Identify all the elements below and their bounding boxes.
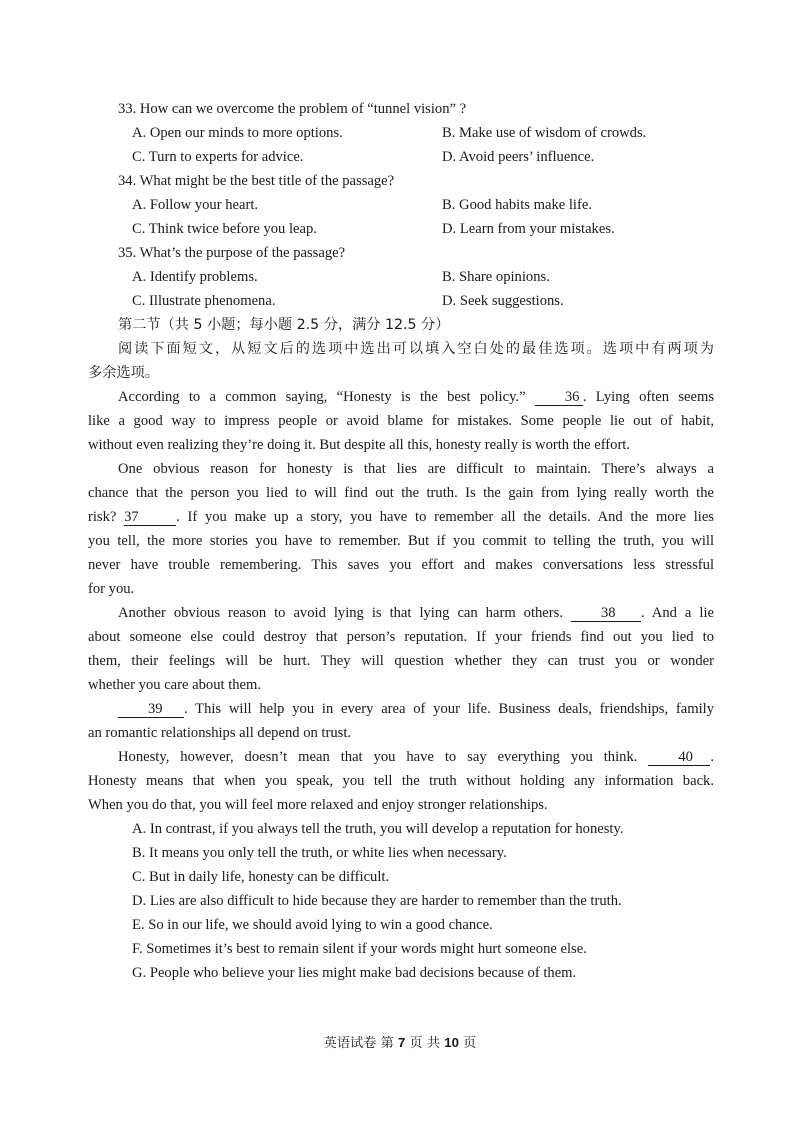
blank-40[interactable]: 40 — [648, 749, 710, 766]
question-33-stem: 33. How can we overcome the problem of “tunnel vision” ? — [118, 101, 467, 117]
question-34-options-row-1 — [88, 193, 714, 217]
paragraph-2-line-1: One obvious reason for honesty is that lies are difficult to maintain. There’s always a — [118, 461, 714, 477]
paragraph-5-text-b: . — [710, 749, 714, 765]
question-35-option-d[interactable]: D. Seek suggestions. — [442, 293, 564, 309]
paragraph-2-line-2: chance that the person you lied to will find out the truth. Is the gain from lying really worth the — [88, 485, 714, 501]
paragraph-2-line-5: never have trouble remembering. This saves you effort and makes conversations less stressful — [88, 557, 714, 573]
question-34-option-b[interactable]: B. Good habits make life. — [442, 197, 592, 213]
answer-choices — [88, 817, 714, 985]
question-35-option-a[interactable]: A. Identify problems. — [132, 269, 258, 285]
question-35-option-b[interactable]: B. Share opinions. — [442, 269, 550, 285]
question-35-stem: 35. What’s the purpose of the passage? — [118, 245, 346, 261]
footer-text-b: 页 共 — [405, 1036, 445, 1051]
question-33-options-row-1 — [88, 121, 714, 145]
paragraph-3-line-1 — [88, 601, 714, 625]
question-34-option-c[interactable]: C. Think twice before you leap. — [132, 221, 317, 237]
choice-d[interactable]: D. Lies are also difficult to hide because they are harder to remember than the truth. — [132, 893, 622, 909]
question-33-option-c[interactable]: C. Turn to experts for advice. — [132, 149, 304, 165]
paragraph-5-text-a: Honesty, however, doesn’t mean that you have to say everything you think. — [118, 749, 649, 765]
question-34-option-a[interactable]: A. Follow your heart. — [132, 197, 259, 213]
choice-f[interactable]: F. Sometimes it’s best to remain silent if your words might hurt someone else. — [132, 941, 587, 957]
passage-paragraph-4 — [88, 697, 714, 745]
paragraph-5-line-2: Honesty means that when you speak, you tell the truth without holding any information back. — [88, 773, 714, 789]
paragraph-4-line-2: an romantic relationships all depend on trust. — [88, 725, 352, 741]
paragraph-1-text-b: . Lying often seems — [582, 389, 714, 405]
question-34-option-d[interactable]: D. Learn from your mistakes. — [442, 221, 615, 237]
blank-36[interactable]: 36 — [535, 389, 583, 406]
paragraph-2-text-b: . If you make up a story, you have to remember all the details. And the more lies — [176, 509, 714, 525]
paragraph-1-line-3: without even realizing they’re doing it. But despite all this, honesty really is worth the effort. — [88, 437, 631, 453]
question-34-options-row-2 — [88, 217, 714, 241]
page-footer — [0, 1032, 800, 1051]
section-heading: 第二节（共 5 小题；每小题 2.5 分，满分 12.5 分） — [118, 317, 450, 333]
paragraph-3-line-3: them, their feelings will be hurt. They will question whether they can trust you or wonder — [88, 653, 714, 669]
paragraph-2-text-a: risk? — [88, 509, 125, 525]
choice-c[interactable]: C. But in daily life, honesty can be difficult. — [132, 869, 390, 885]
passage-paragraph-2 — [88, 457, 714, 601]
paragraph-5-line-3: When you do that, you will feel more relaxed and enjoy stronger relationships. — [88, 797, 548, 813]
page-content — [88, 97, 714, 985]
paragraph-2-line-6: for you. — [88, 581, 135, 597]
paragraph-2-line-4: you tell, the more stories you have to remember. But if you commit to telling the truth, you will — [88, 533, 714, 549]
passage-paragraph-1 — [88, 385, 714, 457]
choice-a[interactable]: A. In contrast, if you always tell the truth, you will develop a reputation for honesty. — [132, 821, 624, 837]
passage-paragraph-3 — [88, 601, 714, 697]
question-33-option-d[interactable]: D. Avoid peers’ influence. — [442, 149, 595, 165]
question-33-option-a[interactable]: A. Open our minds to more options. — [132, 125, 343, 141]
question-35-options-row-1 — [88, 265, 714, 289]
section-instruction-line-2: 多余选项。 — [88, 365, 159, 381]
paragraph-1-text-a: According to a common saying, “Honesty is the best policy.” — [118, 389, 535, 405]
paragraph-3-text-b: . And a lie — [640, 605, 714, 621]
question-33-option-b[interactable]: B. Make use of wisdom of crowds. — [442, 125, 647, 141]
section-instruction-line-1: 阅读下面短文，从短文后的选项中选出可以填入空白处的最佳选项。选项中有两项为 — [118, 341, 714, 357]
paragraph-3-line-4: whether you care about them. — [88, 677, 262, 693]
blank-39[interactable]: 39 — [118, 701, 184, 718]
blank-38[interactable]: 38 — [571, 605, 641, 622]
paragraph-2-line-3 — [88, 505, 714, 529]
blank-37[interactable]: 37 — [124, 509, 176, 526]
paragraph-3-text-a: Another obvious reason to avoid lying is that lying can harm others. — [118, 605, 571, 621]
paragraph-4-text-b: . This will help you in every area of your life. Business deals, friendships, family — [184, 701, 714, 717]
passage-paragraph-5 — [88, 745, 714, 817]
paragraph-3-line-2: about someone else could destroy that person’s reputation. If your friends find out you lied to — [88, 629, 714, 645]
question-35-option-c[interactable]: C. Illustrate phenomena. — [132, 293, 276, 309]
footer-text-c: 页 — [458, 1036, 477, 1051]
paragraph-1-line-2: like a good way to impress people or avoid blame for mistakes. Some people lie out of habit, — [88, 413, 714, 429]
question-34-stem: 34. What might be the best title of the passage? — [118, 173, 395, 189]
question-33-options-row-2 — [88, 145, 714, 169]
paragraph-1-line-1 — [88, 385, 714, 409]
footer-page-number: 7 — [397, 1035, 406, 1050]
paragraph-4-line-1 — [88, 697, 714, 721]
choice-e[interactable]: E. So in our life, we should avoid lying to win a good chance. — [132, 917, 493, 933]
footer-text-a: 英语试卷 第 — [323, 1036, 398, 1051]
choice-b[interactable]: B. It means you only tell the truth, or white lies when necessary. — [132, 845, 507, 861]
choice-g[interactable]: G. People who believe your lies might make bad decisions because of them. — [132, 965, 577, 981]
footer-total-pages: 10 — [444, 1035, 459, 1050]
question-35-options-row-2 — [88, 289, 714, 313]
paragraph-5-line-1 — [88, 745, 714, 769]
